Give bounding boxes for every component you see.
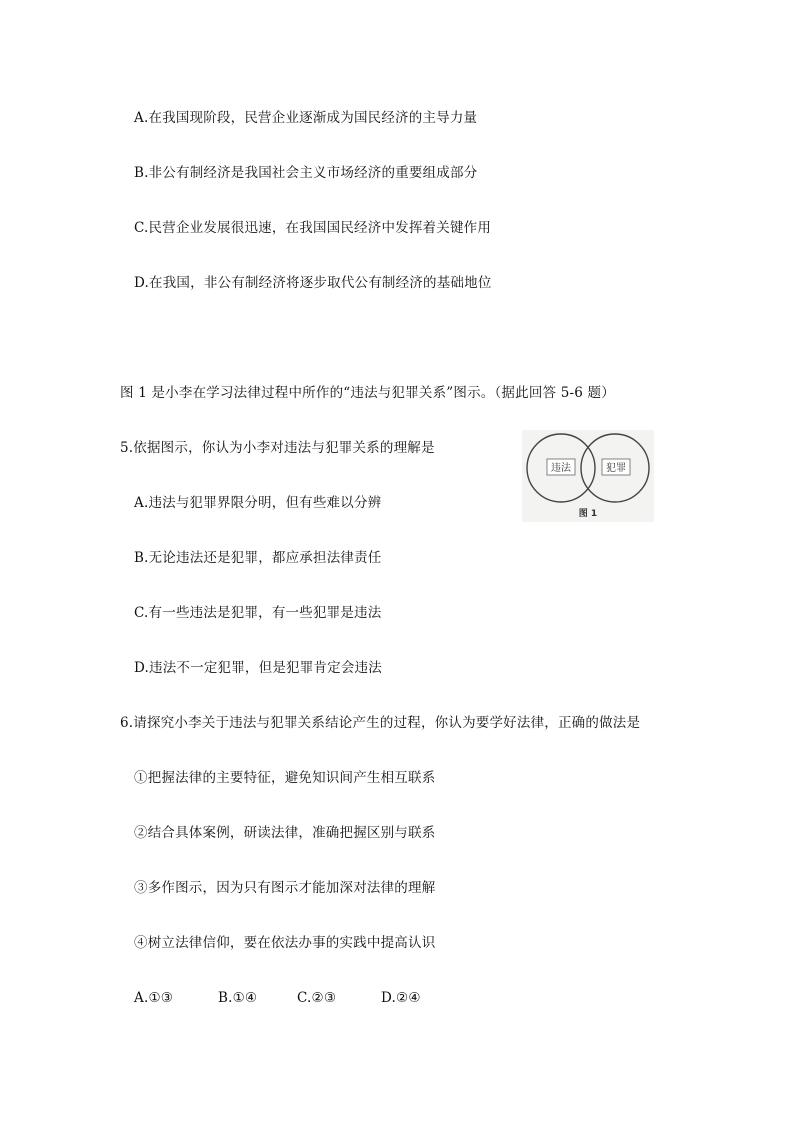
q6-choice-c: C.②③: [297, 990, 337, 1006]
q6-item-4: ④树立法律信仰，要在依法办事的实践中提高认识: [134, 935, 436, 951]
q6-item-2: ②结合具体案例，研读法律，准确把握区别与联系: [134, 825, 436, 841]
q6-stem: 6.请探究小李关于违法与犯罪关系结论产生的过程，你认为要学好法律，正确的做法是: [120, 715, 641, 731]
venn-diagram: [522, 430, 654, 522]
q5-option-b: B.无论违法还是犯罪，都应承担法律责任: [134, 550, 382, 566]
figure-caption: 图 1: [578, 509, 598, 519]
q5-option-d: D.违法不一定犯罪，但是犯罪肯定会违法: [134, 660, 382, 676]
violation-label: 违法: [551, 463, 571, 474]
q4-option-b: B.非公有制经济是我国社会主义市场经济的重要组成部分: [134, 165, 478, 181]
q4-option-d: D.在我国，非公有制经济将逐步取代公有制经济的基础地位: [134, 275, 492, 291]
q5-option-c: C.有一些违法是犯罪，有一些犯罪是违法: [134, 605, 382, 621]
q6-choice-a: A.①③: [134, 990, 174, 1006]
q5-option-a: A.违法与犯罪界限分明，但有些难以分辨: [134, 495, 382, 511]
q4-option-a: A.在我国现阶段，民营企业逐渐成为国民经济的主导力量: [134, 110, 478, 126]
figure-1: [522, 430, 654, 522]
crime-label: 犯罪: [606, 463, 626, 474]
figure-intro: 图 1 是小李在学习法律过程中所作的“违法与犯罪关系”图示。（据此回答 5-6 题）: [120, 385, 615, 401]
q6-choice-d: D.②④: [381, 990, 421, 1006]
q6-choice-b: B.①④: [218, 990, 258, 1006]
q4-option-c: C.民营企业发展很迅速，在我国国民经济中发挥着关键作用: [134, 220, 492, 236]
q6-item-3: ③多作图示，因为只有图示才能加深对法律的理解: [134, 880, 436, 896]
q5-stem: 5.依据图示，你认为小李对违法与犯罪关系的理解是: [120, 440, 435, 456]
q6-item-1: ①把握法律的主要特征，避免知识间产生相互联系: [134, 770, 436, 786]
